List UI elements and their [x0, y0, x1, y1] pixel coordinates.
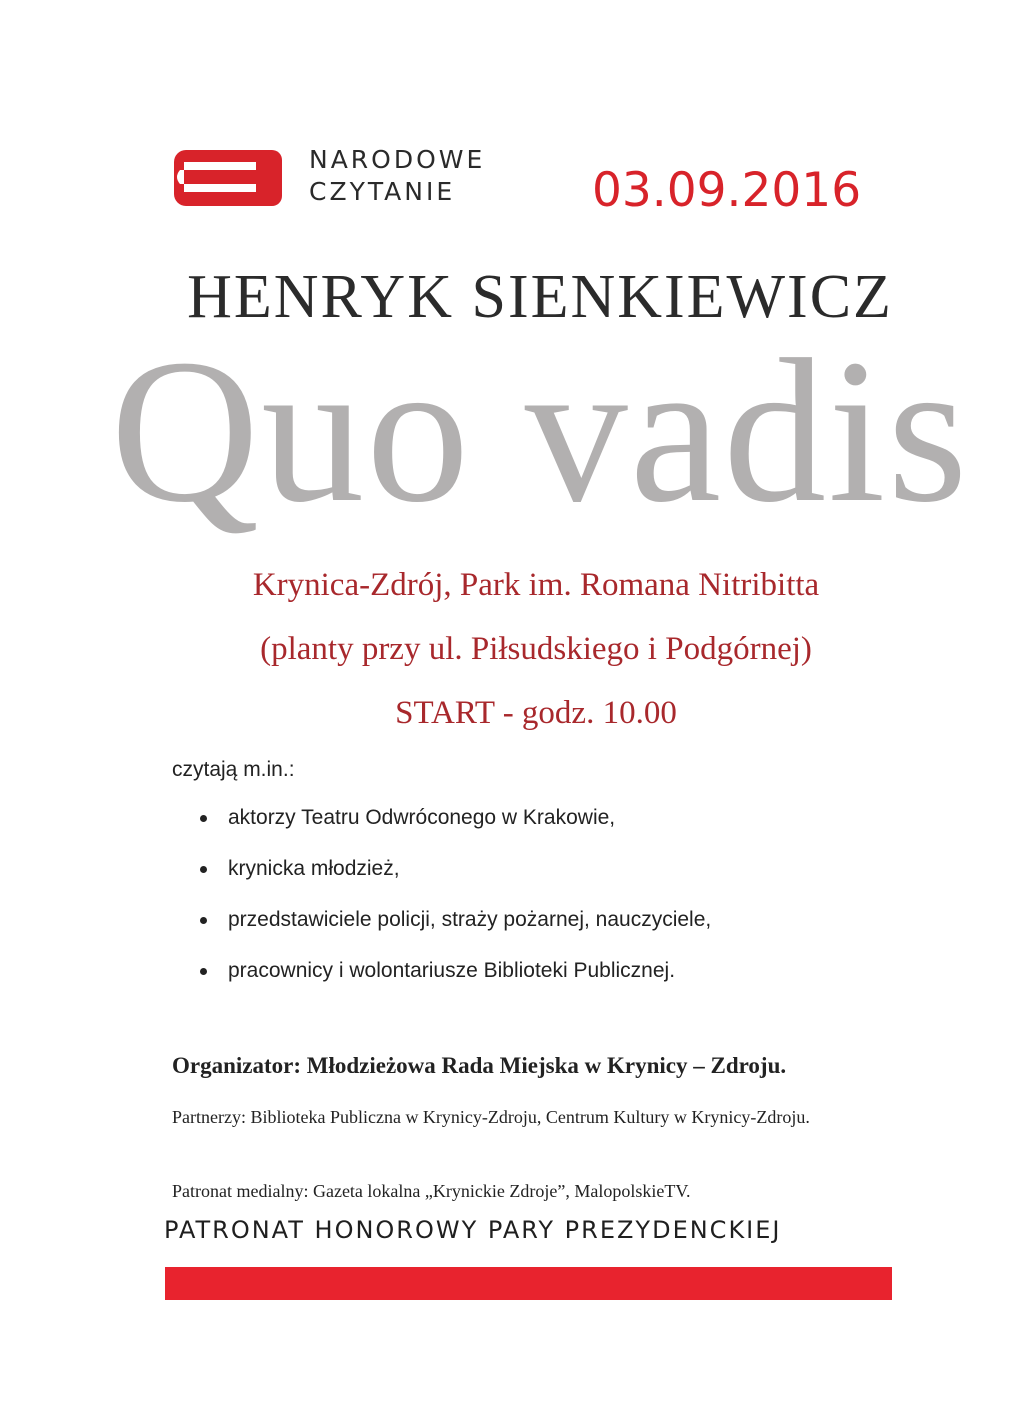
list-item: pracownicy i wolontariusze Biblioteki Publicznej. [200, 953, 711, 1004]
readers-list [200, 800, 711, 1004]
partners: Partnerzy: Biblioteka Publiczna w Krynicy-Zdroju, Centrum Kultury w Krynicy-Zdroju. [172, 1107, 810, 1127]
readers-label: czytają m.in.: [172, 758, 295, 781]
logo-line-2: CZYTANIE [309, 177, 456, 206]
red-bar-divider [165, 1267, 892, 1300]
logo-text [309, 144, 485, 208]
location-line-1: Krynica-Zdrój, Park im. Romana Nitribitta [252, 567, 820, 603]
logo-line-1: NARODOWE [309, 145, 486, 174]
honorary-patronage: PATRONAT HONOROWY PARY PREZYDENCKIEJ [164, 1216, 782, 1244]
organizer: Organizator: Młodzieżowa Rada Miejska w Krynicy – Zdroju. [172, 1053, 787, 1078]
list-item: krynicka młodzież, [200, 851, 711, 902]
list-item: aktorzy Teatru Odwróconego w Krakowie, [200, 800, 711, 851]
event-date: 03.09.2016 [592, 163, 862, 218]
author-name: HENRYK SIENKIEWICZ [187, 263, 893, 331]
media-patronage: Patronat medialny: Gazeta lokalna „Krynickie Zdroje”, MalopolskieTV. [172, 1181, 691, 1201]
list-item: przedstawiciele policji, straży pożarnej, nauczyciele, [200, 902, 711, 953]
book-title: Quo vadis [110, 316, 970, 545]
start-time: START - godz. 10.00 [395, 695, 677, 731]
location-line-2: (planty przy ul. Piłsudskiego i Podgórnej) [260, 631, 812, 667]
book-icon [172, 146, 284, 208]
